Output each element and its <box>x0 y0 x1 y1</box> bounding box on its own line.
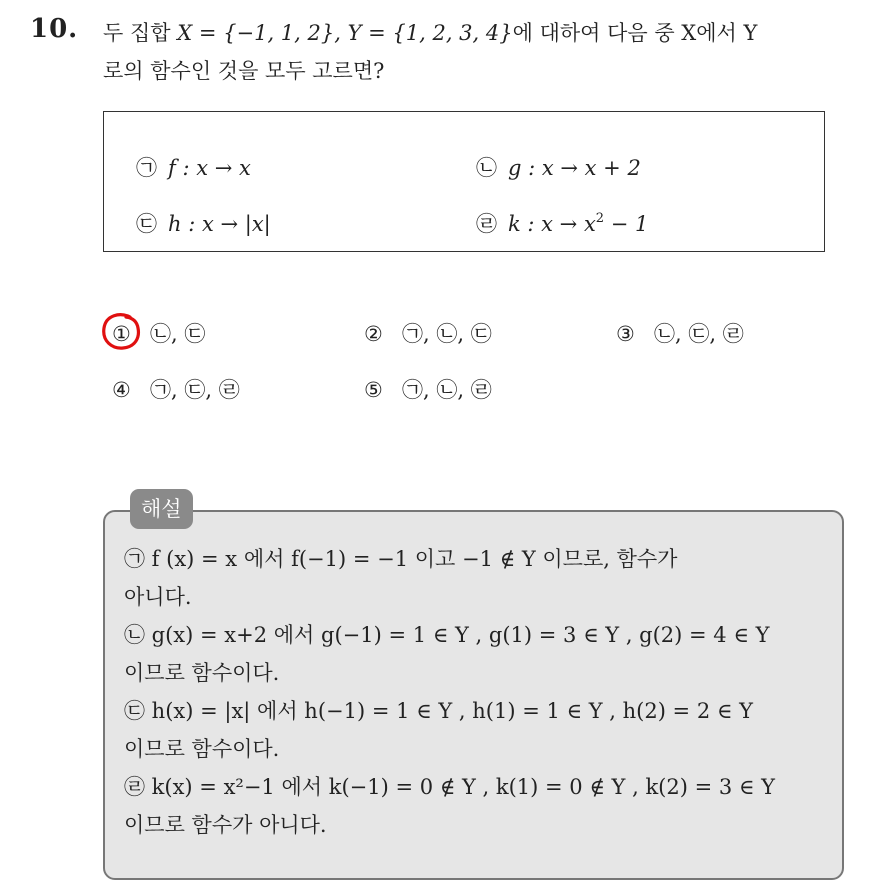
choice-2-number: ② <box>364 322 383 346</box>
solution-line: 아니다. <box>124 585 192 609</box>
definition-c-marker: ㉢ <box>136 212 157 236</box>
choice-4-number: ④ <box>112 378 131 402</box>
choice-3-text: ㉡, ㉢, ㉣ <box>654 322 744 346</box>
question-line-2: 로의 함수인 것을 모두 고르면? <box>103 59 385 83</box>
question-line1-suffix: 에 대하여 다음 중 X에서 Y <box>512 21 758 45</box>
definitions-box <box>103 111 825 252</box>
definition-c-expr: h : x → |x| <box>168 212 271 236</box>
choice-1-number: ① <box>112 322 131 346</box>
question-text <box>103 14 873 90</box>
solution-line: ㉠ f (x) = x 에서 f(−1) = −1 이고 −1 ∉ Y 이므로, 함수가 <box>124 547 678 571</box>
solution-line: ㉡ g(x) = x+2 에서 g(−1) = 1 ∈ Y , g(1) = 3 ∈ Y , g(2) = 4 ∈ Y <box>124 623 770 647</box>
solution-line: ㉢ h(x) = |x| 에서 h(−1) = 1 ∈ Y , h(1) = 1 ∈ Y , h(2) = 2 ∈ Y <box>124 699 753 723</box>
choice-4[interactable] <box>112 374 240 404</box>
choice-1-text: ㉡, ㉢ <box>150 322 206 346</box>
question-number: 10. <box>30 14 79 44</box>
choice-3[interactable] <box>616 318 744 348</box>
definition-d-expr-tail: − 1 <box>604 212 649 236</box>
definition-a <box>136 152 251 182</box>
definition-b-expr: g : x → x + 2 <box>508 156 641 180</box>
choice-2-text: ㉠, ㉡, ㉢ <box>402 322 492 346</box>
question-line-1 <box>103 14 873 52</box>
definition-b-marker: ㉡ <box>476 156 497 180</box>
choice-2[interactable] <box>364 318 492 348</box>
choice-5-number: ⑤ <box>364 378 383 402</box>
solution-text <box>124 540 829 844</box>
question-line1-prefix: 두 집합 <box>103 21 171 45</box>
solution-line: ㉣ k(x) = x²−1 에서 k(−1) = 0 ∉ Y , k(1) = 0 ∉ Y , k(2) = 3 ∈ Y <box>124 775 775 799</box>
choice-5[interactable] <box>364 374 492 404</box>
solution-line: 이므로 함수이다. <box>124 661 280 685</box>
definition-c <box>136 208 271 238</box>
definition-d-expr: k : x → x <box>508 212 596 236</box>
solution-line: 이므로 함수이다. <box>124 737 280 761</box>
question-set-definitions: X = {−1, 1, 2}, Y = {1, 2, 3, 4} <box>177 21 513 45</box>
choice-1[interactable] <box>112 318 205 348</box>
choice-4-text: ㉠, ㉢, ㉣ <box>150 378 240 402</box>
definition-a-marker: ㉠ <box>136 156 157 180</box>
solution-tag: 해설 <box>130 489 193 529</box>
definition-d <box>476 208 648 238</box>
choice-3-number: ③ <box>616 322 635 346</box>
definition-d-marker: ㉣ <box>476 212 497 236</box>
definition-b <box>476 152 641 182</box>
definition-d-exponent: 2 <box>595 211 605 226</box>
solution-line: 이므로 함수가 아니다. <box>124 813 327 837</box>
definition-a-expr: f : x → x <box>168 156 251 180</box>
choice-5-text: ㉠, ㉡, ㉣ <box>402 378 492 402</box>
